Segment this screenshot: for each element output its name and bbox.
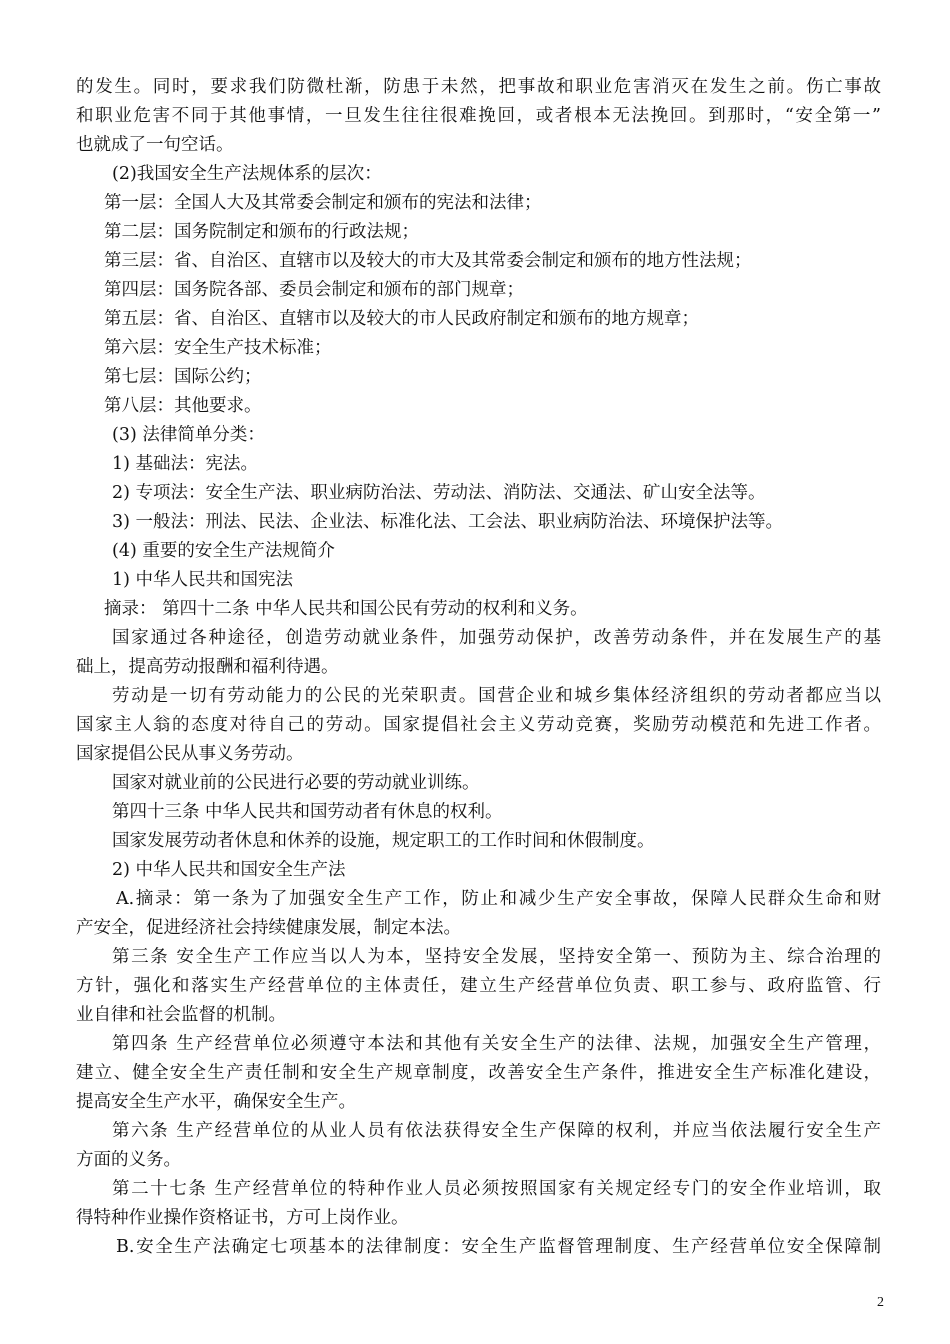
text-line: 第六条 生产经营单位的从业人员有依法获得安全生产保障的权利，并应当依法履行安全生产 (112, 1121, 881, 1141)
list-item: 第七层：国际公约； (104, 367, 262, 387)
list-item: 1) 基础法：宪法。 (112, 454, 259, 474)
text-line: 和职业危害不同于其他事情，一旦发生往往很难挽回，或者根本无法挽回。到那时，“安全第一” (76, 106, 881, 126)
text-line: 国家主人翁的态度对待自己的劳动。国家提倡社会主义劳动竞赛，奖励劳动模范和先进工作者。 (76, 715, 881, 735)
text-line: 业自律和社会监督的机制。 (76, 1005, 286, 1025)
text-line: 方针，强化和落实生产经营单位的主体责任，建立生产经营单位负责、职工参与、政府监管、行 (76, 976, 881, 996)
text-line: 础上，提高劳动报酬和福利待遇。 (76, 657, 339, 677)
subsection-heading: 2) 中华人民共和国安全生产法 (112, 860, 346, 880)
text-line: 国家对就业前的公民进行必要的劳动就业训练。 (112, 773, 480, 793)
section-heading: (3) 法律简单分类： (112, 425, 265, 445)
text-line: A.摘录：第一条为了加强安全生产工作，防止和减少生产安全事故，保障人民群众生命和财 (116, 889, 881, 909)
text-line: 国家提倡公民从事义务劳动。 (76, 744, 304, 764)
text-line: 提高安全生产水平，确保安全生产。 (76, 1092, 356, 1112)
text-line: 国家通过各种途径，创造劳动就业条件，加强劳动保护，改善劳动条件，并在发展生产的基 (112, 628, 881, 648)
section-heading: (4) 重要的安全生产法规简介 (112, 541, 335, 561)
list-item: 3) 一般法：刑法、民法、企业法、标准化法、工会法、职业病防治法、环境保护法等。 (112, 512, 784, 532)
list-item: 第八层：其他要求。 (104, 396, 262, 416)
text-line: 也就成了一句空话。 (76, 135, 234, 155)
text-line: 劳动是一切有劳动能力的公民的光荣职责。国营企业和城乡集体经济组织的劳动者都应当以 (112, 686, 881, 706)
list-item: 第二层：国务院制定和颁布的行政法规； (104, 222, 419, 242)
page-number: 2 (877, 1295, 884, 1310)
section-heading: (2)我国安全生产法规体系的层次： (112, 164, 382, 184)
text-line: 第四条 生产经营单位必须遵守本法和其他有关安全生产的法律、法规，加强安全生产管理， (112, 1034, 881, 1054)
text-line: 第四十三条 中华人民共和国劳动者有休息的权利。 (112, 802, 503, 822)
list-item: 第四层：国务院各部、委员会制定和颁布的部门规章； (104, 280, 524, 300)
list-item: 2) 专项法：安全生产法、职业病防治法、劳动法、消防法、交通法、矿山安全法等。 (112, 483, 766, 503)
text-line: 第三条 安全生产工作应当以人为本，坚持安全发展，坚持安全第一、预防为主、综合治理的 (112, 947, 881, 967)
text-line: 摘录： 第四十二条 中华人民共和国公民有劳动的权利和义务。 (104, 599, 588, 619)
list-item: 第一层：全国人大及其常委会制定和颁布的宪法和法律； (104, 193, 542, 213)
text-line: 国家发展劳动者休息和休养的设施，规定职工的工作时间和休假制度。 (112, 831, 655, 851)
subsection-heading: 1) 中华人民共和国宪法 (112, 570, 294, 590)
text-line: 方面的义务。 (76, 1150, 181, 1170)
text-line: 第二十七条 生产经营单位的特种作业人员必须按照国家有关规定经专门的安全作业培训，取 (112, 1179, 881, 1199)
text-line: 建立、健全安全生产责任制和安全生产规章制度，改善安全生产条件，推进安全生产标准化建设， (76, 1063, 881, 1083)
text-line: B.安全生产法确定七项基本的法律制度：安全生产监督管理制度、生产经营单位安全保障制 (116, 1237, 881, 1257)
list-item: 第三层：省、自治区、直辖市以及较大的市大及其常委会制定和颁布的地方性法规； (104, 251, 752, 271)
text-line: 的发生。同时，要求我们防微杜渐，防患于未然，把事故和职业危害消灭在发生之前。伤亡事故 (76, 77, 881, 97)
text-line: 得特种作业操作资格证书，方可上岗作业。 (76, 1208, 409, 1228)
text-line: 产安全，促进经济社会持续健康发展，制定本法。 (76, 918, 461, 938)
list-item: 第六层：安全生产技术标准； (104, 338, 332, 358)
list-item: 第五层：省、自治区、直辖市以及较大的市人民政府制定和颁布的地方规章； (104, 309, 699, 329)
